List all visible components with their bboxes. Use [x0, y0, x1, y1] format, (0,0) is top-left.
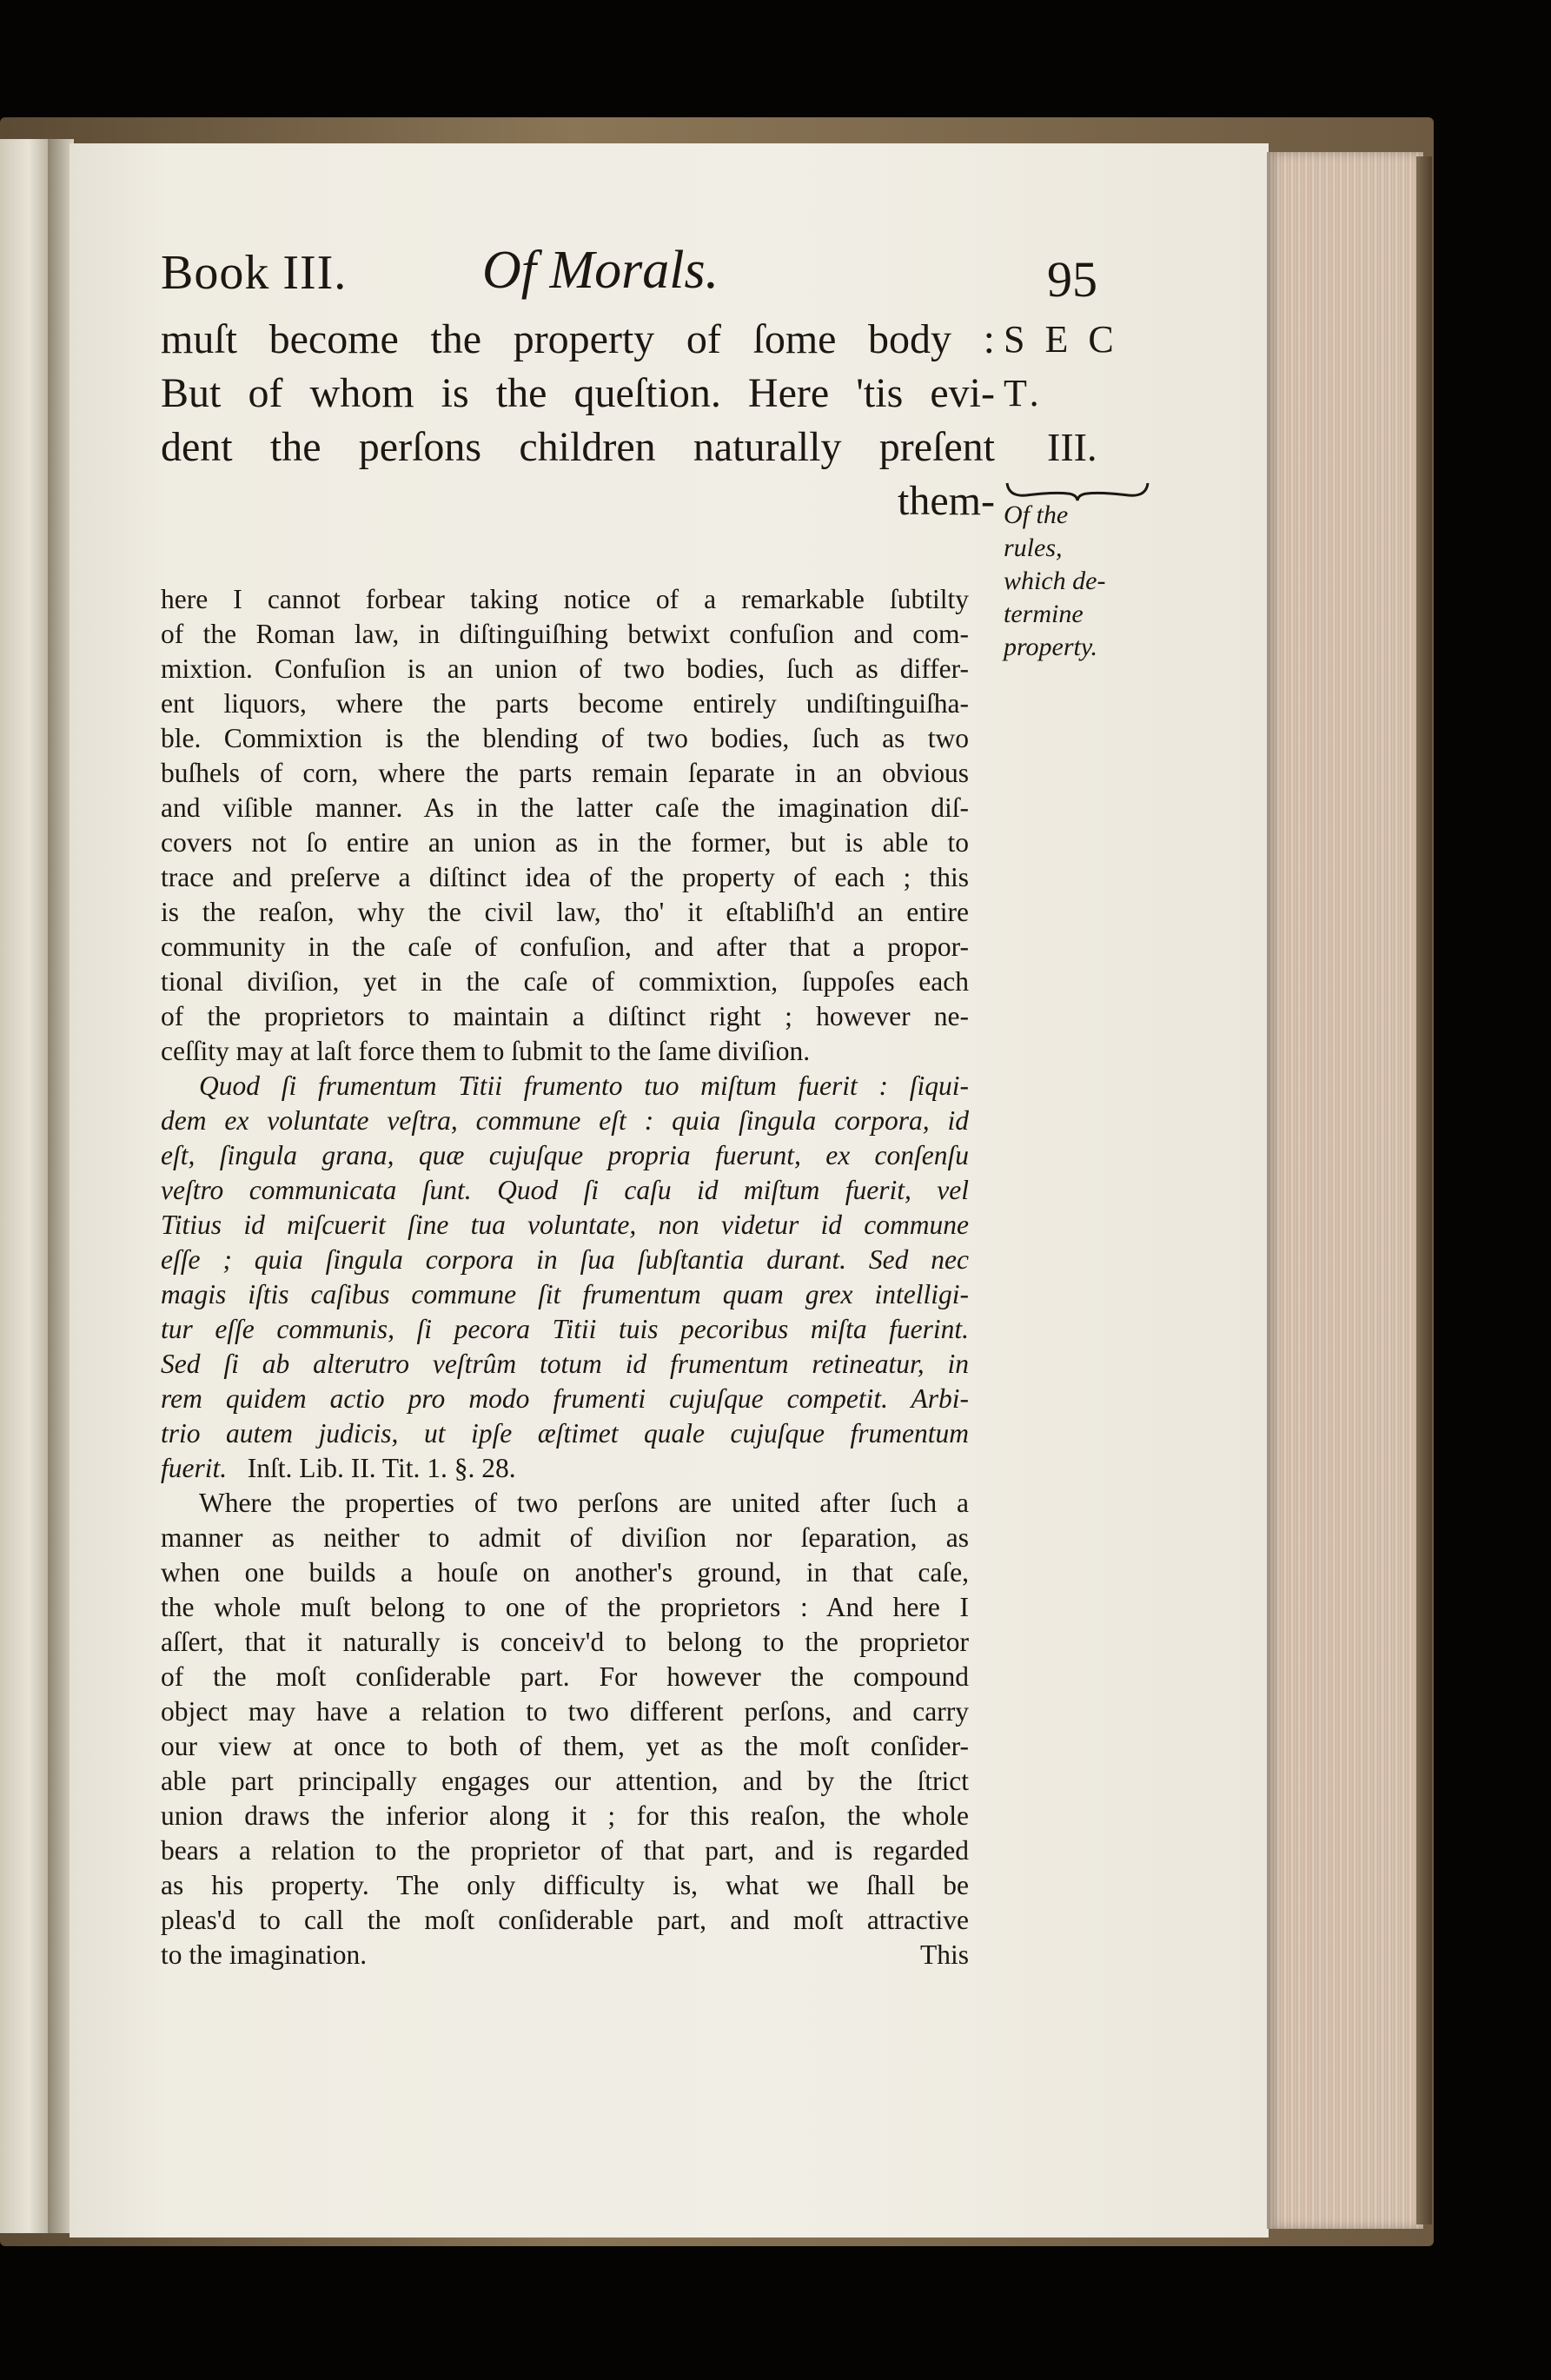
latin-line: Sed ſi ab alterutro veſtrûm totum id frumentum retineatur, in — [161, 1349, 969, 1379]
footnote-line: as his property. The only difficulty is, what we ſhall be — [161, 1870, 969, 1900]
fore-edge — [1267, 152, 1423, 2229]
footnote-line: buſhels of corn, where the parts remain ſeparate in an obvious — [161, 758, 969, 788]
margin-note-line: property. — [1004, 633, 1098, 661]
footnote-line: of the Roman law, in diſtinguiſhing betwixt confuſion and com- — [161, 619, 969, 649]
footnote-line: object may have a relation to two different perſons, and carry — [161, 1696, 969, 1727]
footnote-line: Where the properties of two perſons are united after ſuch a — [199, 1488, 969, 1518]
footnote-line: trace and preſerve a diſtinct idea of the property of each ; this — [161, 862, 969, 892]
footnote-line: mixtion. Confuſion is an union of two bodies, ſuch as differ- — [161, 653, 969, 684]
book-label: Book III. — [161, 246, 348, 300]
catchword: This — [919, 1939, 969, 1970]
latin-line: rem quidem actio pro modo frumenti cujuſque competit. Arbi- — [161, 1383, 969, 1414]
footnote-line: bears a relation to the proprietor of that part, and is regarded — [161, 1835, 969, 1866]
footnote-line: union draws the inferior along it ; for this reaſon, the whole — [161, 1800, 969, 1831]
running-head — [161, 241, 1117, 315]
latin-line: Titius id miſcuerit ſine tua voluntate, non videtur id commune — [161, 1210, 969, 1240]
section-label: S E C T. — [1004, 318, 1119, 414]
footnote-line: our view at once to both of them, yet as the moſt conſider- — [161, 1731, 969, 1761]
footnote-line: ceſſity may at laſt force them to ſubmit to the ſame diviſion. — [161, 1036, 811, 1066]
margin-note-line: which de- — [1004, 567, 1106, 595]
latin-line-final — [161, 1451, 969, 1486]
footnote-line: community in the caſe of confuſion, and after that a propor- — [161, 931, 969, 962]
latin-line: eſt, ſingula grana, quæ cujuſque propria fuerunt, ex conſenſu — [161, 1140, 969, 1170]
footnote-line: ble. Commixtion is the blending of two bodies, ſuch as two — [161, 723, 969, 753]
footnote-line: here I cannot forbear taking notice of a remarkable ſubtilty — [161, 584, 969, 614]
margin-note — [1004, 499, 1160, 664]
latin-line: eſſe ; quia ſingula corpora in ſua ſubſtantia durant. Sed nec — [161, 1244, 969, 1275]
main-line: dent the perſons children naturally preſent — [161, 424, 995, 470]
latin-line: tur eſſe communis, ſi pecora Titii tuis pecoribus miſta fuerint. — [161, 1314, 969, 1344]
main-line: But of whom is the queſtion. Here 'tis evi- — [161, 370, 995, 416]
footnote-line: of the moſt conſiderable part. For however the compound — [161, 1661, 969, 1692]
main-text — [161, 313, 995, 528]
footnote-line: the whole muſt belong to one of the proprietors : And here I — [161, 1592, 969, 1622]
latin-final-text: fuerit. — [161, 1453, 228, 1483]
footnote-line: when one builds a houſe on another's ground, in that caſe, — [161, 1557, 969, 1588]
main-line: muſt become the property of ſome body : — [161, 316, 995, 362]
footnote-line: tional diviſion, yet in the caſe of commixtion, ſuppoſes each — [161, 966, 969, 997]
page-title: Of Morals. — [482, 241, 719, 300]
margin-note-line: termine — [1004, 600, 1084, 628]
footnote — [161, 582, 969, 1972]
footnote-line: ent liquors, where the parts become entirely undiſtinguiſha- — [161, 688, 969, 719]
margin-column — [1004, 313, 1160, 664]
latin-line: dem ex voluntate veſtra, commune eſt : quia ſingula corpora, id — [161, 1105, 969, 1136]
footnote-line: covers not ſo entire an union as in the former, but is able to — [161, 827, 969, 858]
footnote-line: and viſible manner. As in the latter caſe the imagination diſ- — [161, 792, 969, 823]
latin-line: magis iſtis caſibus commune ſit frumentum quam grex intelligi- — [161, 1279, 969, 1309]
footnote-line: of the proprietors to maintain a diſtinct right ; however ne- — [161, 1001, 969, 1031]
latin-citation: Inſt. Lib. II. Tit. 1. §. 28. — [247, 1453, 516, 1483]
footnote-final-text: to the imagination. — [161, 1939, 368, 1970]
page-number: 95 — [1047, 251, 1097, 308]
latin-line: veſtro communicata ſunt. Quod ſi caſu id miſtum fuerit, vel — [161, 1175, 969, 1205]
footnote-line: manner as neither to admit of diviſion nor ſeparation, as — [161, 1522, 969, 1553]
footnote-last-line — [161, 1938, 969, 1972]
footnote-line: is the reaſon, why the civil law, tho' it eſtabliſh'd an entire — [161, 897, 969, 927]
latin-line: trio autem judicis, ut ipſe æſtimet quale cujuſque frumentum — [161, 1418, 969, 1449]
footnote-line: able part principally engages our attention, and by the ſtrict — [161, 1766, 969, 1796]
latin-line: Quod ſi frumentum Titii frumento tuo miſtum fuerit : ſiqui- — [199, 1071, 969, 1101]
margin-note-line: rules, — [1004, 534, 1063, 562]
margin-note-line: Of the — [1004, 501, 1069, 529]
footnote-line: pleas'd to call the moſt conſiderable part, and moſt attractive — [161, 1905, 969, 1935]
fore-edge-binding — [1416, 156, 1432, 2224]
section-number: III. — [1047, 425, 1097, 469]
left-page-edge — [0, 139, 48, 2233]
footnote-line: aſſert, that it naturally is conceiv'd to belong to the proprietor — [161, 1627, 969, 1657]
main-line: them- — [898, 478, 995, 524]
